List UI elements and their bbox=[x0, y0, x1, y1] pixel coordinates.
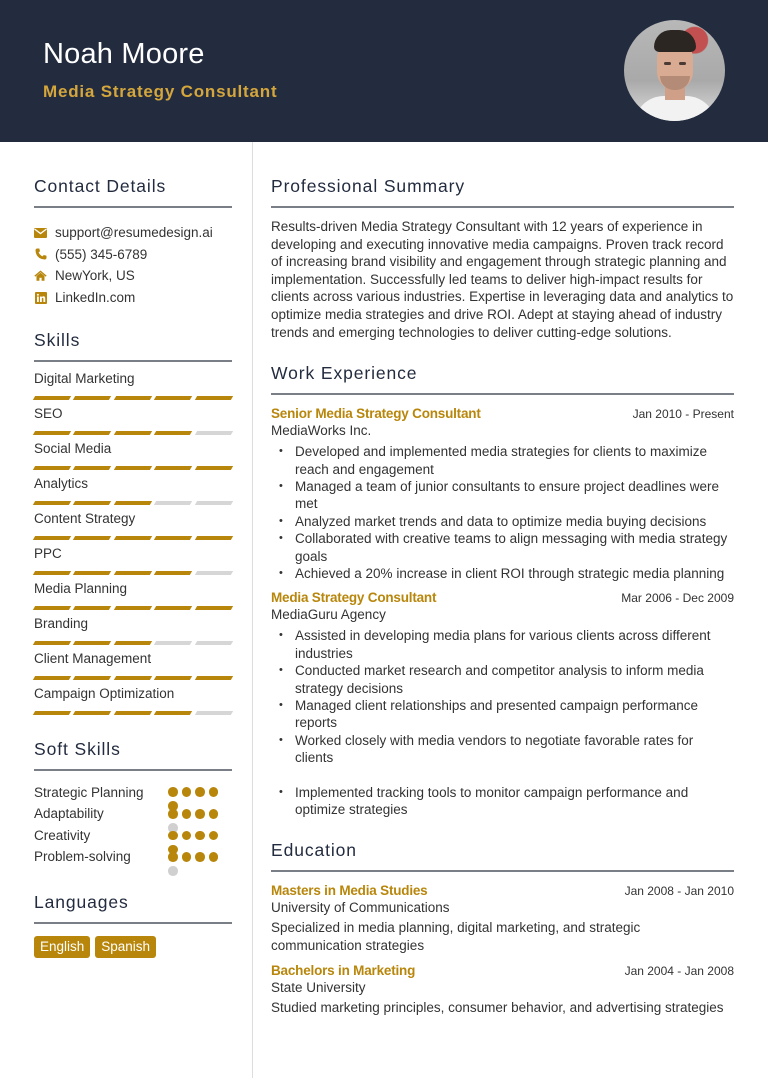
contact-email-text: support@resumedesign.ai bbox=[55, 225, 213, 241]
contact-phone-text: (555) 345-6789 bbox=[55, 246, 148, 262]
skill-bar-segment bbox=[33, 536, 72, 540]
skill-label: Digital Marketing bbox=[34, 371, 135, 387]
job-dates: Jan 2010 - Present bbox=[632, 407, 734, 422]
skill-label: Branding bbox=[34, 616, 89, 632]
soft-skill-rating bbox=[168, 787, 218, 797]
rating-dot bbox=[209, 831, 219, 841]
rating-dot bbox=[195, 852, 205, 862]
soft-skill-item bbox=[34, 781, 232, 803]
rating-dot bbox=[182, 831, 192, 841]
soft-skills-section bbox=[34, 739, 232, 867]
skill-bar-segment bbox=[114, 501, 153, 505]
skill-item bbox=[34, 405, 232, 435]
skill-label: Media Planning bbox=[34, 581, 128, 597]
linkedin-icon bbox=[34, 291, 47, 304]
skill-bar-segment bbox=[114, 536, 153, 540]
skill-bar-segment bbox=[154, 501, 193, 505]
experience-section bbox=[271, 363, 734, 818]
rating-dot bbox=[168, 831, 178, 841]
skill-item bbox=[34, 580, 232, 610]
skill-bar-segment bbox=[114, 606, 153, 610]
skill-bar-segment bbox=[154, 571, 193, 575]
rating-dot bbox=[209, 852, 219, 862]
skill-bar-segment bbox=[194, 571, 233, 575]
skill-bar-segment bbox=[33, 501, 72, 505]
skill-bar-segment bbox=[114, 396, 153, 400]
skill-item bbox=[34, 685, 232, 715]
skill-bar-segment bbox=[114, 676, 153, 680]
skill-level-bar bbox=[34, 571, 232, 575]
job-company: MediaWorks Inc. bbox=[271, 423, 372, 439]
skill-label: Analytics bbox=[34, 476, 89, 492]
section-title-soft-skills: Soft Skills bbox=[34, 739, 232, 771]
education-dates: Jan 2008 - Jan 2010 bbox=[624, 884, 734, 899]
languages-section bbox=[34, 892, 232, 958]
skill-bar-segment bbox=[73, 641, 112, 645]
skill-level-bar bbox=[34, 431, 232, 435]
education-entry bbox=[271, 963, 734, 1017]
skill-bar-segment bbox=[194, 641, 233, 645]
skill-item bbox=[34, 650, 232, 680]
skill-bar-segment bbox=[194, 711, 233, 715]
skill-level-bar bbox=[34, 501, 232, 505]
skills-section bbox=[34, 330, 232, 715]
skill-bar-segment bbox=[33, 711, 72, 715]
skill-bar-segment bbox=[73, 501, 112, 505]
education-description: Studied marketing principles, consumer behavior, and advertising strategies bbox=[271, 999, 724, 1015]
home-icon bbox=[34, 269, 47, 282]
job-title: Senior Media Strategy Consultant bbox=[271, 406, 481, 422]
soft-skill-rating bbox=[168, 831, 218, 841]
job-title: Media Strategy Consultant bbox=[271, 590, 437, 606]
rating-dot bbox=[195, 831, 205, 841]
degree-title: Bachelors in Marketing bbox=[271, 962, 416, 978]
language-badge-spanish: Spanish bbox=[95, 936, 156, 958]
skill-item bbox=[34, 615, 232, 645]
language-badge-english: English bbox=[34, 936, 90, 958]
rating-dot bbox=[168, 809, 178, 819]
job-dates: Mar 2006 - Dec 2009 bbox=[621, 591, 734, 606]
education-entry bbox=[271, 883, 734, 954]
skill-bar-segment bbox=[33, 676, 72, 680]
skill-bar-segment bbox=[154, 606, 193, 610]
skill-level-bar bbox=[34, 536, 232, 540]
skill-bar-segment bbox=[194, 466, 233, 470]
skill-bar-segment bbox=[114, 641, 153, 645]
section-title-education: Education bbox=[271, 840, 734, 872]
rating-dot bbox=[209, 809, 219, 819]
rating-dot bbox=[182, 787, 192, 797]
skill-bar-segment bbox=[73, 571, 112, 575]
skill-level-bar bbox=[34, 676, 232, 680]
skill-bar-segment bbox=[114, 466, 153, 470]
skill-item bbox=[34, 475, 232, 505]
skill-bar-segment bbox=[33, 396, 72, 400]
job-entry bbox=[271, 590, 734, 818]
rating-dot bbox=[195, 787, 205, 797]
resume-header bbox=[0, 0, 768, 142]
section-title-skills: Skills bbox=[34, 330, 232, 362]
contact-linkedin[interactable] bbox=[34, 287, 232, 309]
skill-bar-segment bbox=[73, 711, 112, 715]
rating-dot bbox=[182, 809, 192, 819]
sidebar bbox=[34, 142, 232, 958]
skill-level-bar bbox=[34, 466, 232, 470]
degree-title: Masters in Media Studies bbox=[271, 883, 428, 899]
bullet-item: • Implemented tracking tools to monitor campaign performance and optimize strategies bbox=[279, 784, 734, 819]
rating-dot bbox=[195, 809, 205, 819]
bullet-item: • Managed a team of junior consultants to ensure project deadlines were met bbox=[279, 478, 734, 513]
soft-skill-label: Strategic Planning bbox=[34, 784, 144, 800]
skill-bar-segment bbox=[73, 606, 112, 610]
contact-email[interactable] bbox=[34, 222, 232, 244]
skill-label: Content Strategy bbox=[34, 511, 136, 527]
skill-bar-segment bbox=[154, 676, 193, 680]
skill-level-bar bbox=[34, 606, 232, 610]
main-content bbox=[271, 142, 734, 1016]
contact-section bbox=[34, 176, 232, 308]
skill-bar-segment bbox=[73, 466, 112, 470]
rating-dot bbox=[168, 787, 178, 797]
skill-level-bar bbox=[34, 396, 232, 400]
skill-bar-segment bbox=[33, 466, 72, 470]
envelope-icon bbox=[34, 226, 47, 239]
skill-label: Client Management bbox=[34, 651, 152, 667]
skill-bar-segment bbox=[154, 396, 193, 400]
skill-bar-segment bbox=[154, 536, 193, 540]
summary-text: Results-driven Media Strategy Consultant with 12 years of experience in developing and executing innovative media campaigns. Proven track record of increasing brand visibility and engagement through strategic planning and implementation. Successfully led teams to deliver high-impact results for clients across various industries. Expertise in leveraging data and analytics to optimize media strategies and drive ROI. Adept at staying ahead of industry trends and emerging technologies to deliver cutting-edge solutions. bbox=[271, 219, 734, 340]
skill-bar-segment bbox=[73, 431, 112, 435]
skill-label: SEO bbox=[34, 406, 63, 422]
skill-level-bar bbox=[34, 641, 232, 645]
column-divider bbox=[252, 142, 253, 1078]
candidate-name: Noah Moore bbox=[43, 38, 205, 70]
skill-label: Campaign Optimization bbox=[34, 686, 175, 702]
bullet-item: • Collaborated with creative teams to align messaging with media strategy goals bbox=[279, 530, 734, 565]
job-bullets bbox=[271, 443, 734, 582]
skill-item bbox=[34, 545, 232, 575]
rating-dot bbox=[168, 866, 178, 876]
skill-bar-segment bbox=[114, 571, 153, 575]
skill-bar-segment bbox=[194, 676, 233, 680]
bullet-item: • Worked closely with media vendors to negotiate favorable rates for clients bbox=[279, 732, 734, 767]
job-bullets bbox=[271, 627, 734, 818]
contact-phone[interactable] bbox=[34, 244, 232, 266]
skill-label: Social Media bbox=[34, 441, 112, 457]
rating-dot bbox=[168, 852, 178, 862]
education-description: Specialized in media planning, digital marketing, and strategic communication strategies bbox=[271, 920, 641, 954]
skill-bar-segment bbox=[73, 396, 112, 400]
avatar bbox=[624, 20, 725, 121]
section-title-experience: Work Experience bbox=[271, 363, 734, 395]
contact-linkedin-text: LinkedIn.com bbox=[55, 290, 136, 306]
section-title-languages: Languages bbox=[34, 892, 232, 924]
section-title-summary: Professional Summary bbox=[271, 176, 734, 208]
rating-dot bbox=[182, 852, 192, 862]
skill-bar-segment bbox=[154, 431, 193, 435]
skill-item bbox=[34, 440, 232, 470]
soft-skill-label: Problem-solving bbox=[34, 849, 131, 865]
soft-skill-label: Adaptability bbox=[34, 806, 104, 822]
skill-bar-segment bbox=[154, 641, 193, 645]
soft-skill-item bbox=[34, 846, 232, 868]
skill-level-bar bbox=[34, 711, 232, 715]
skill-bar-segment bbox=[114, 711, 153, 715]
skill-bar-segment bbox=[33, 641, 72, 645]
soft-skill-rating bbox=[168, 809, 218, 819]
skill-bar-segment bbox=[73, 536, 112, 540]
soft-skill-label: Creativity bbox=[34, 827, 91, 843]
rating-dot bbox=[209, 787, 219, 797]
education-dates: Jan 2004 - Jan 2008 bbox=[624, 963, 734, 978]
skill-item bbox=[34, 510, 232, 540]
skill-item bbox=[34, 370, 232, 400]
bullet-item: • Assisted in developing media plans for various clients across different industries bbox=[279, 627, 734, 662]
soft-skill-item bbox=[34, 803, 232, 825]
job-entry bbox=[271, 406, 734, 582]
skill-bar-segment bbox=[194, 431, 233, 435]
bullet-item: • Developed and implemented media strategies for clients to maximize reach and engagement bbox=[279, 443, 734, 478]
skill-bar-segment bbox=[194, 536, 233, 540]
skill-label: PPC bbox=[34, 546, 62, 562]
bullet-item: • Conducted market research and competitor analysis to inform media strategy decisions bbox=[279, 662, 734, 697]
soft-skill-rating bbox=[168, 852, 218, 862]
education-section bbox=[271, 840, 734, 1016]
skill-bar-segment bbox=[73, 676, 112, 680]
candidate-title: Media Strategy Consultant bbox=[43, 82, 278, 101]
soft-skill-item bbox=[34, 825, 232, 847]
skill-bar-segment bbox=[33, 431, 72, 435]
bullet-item: • Achieved a 20% increase in client ROI through strategic media planning bbox=[279, 565, 734, 582]
phone-icon bbox=[34, 248, 47, 261]
contact-location bbox=[34, 265, 232, 287]
skill-bar-segment bbox=[194, 606, 233, 610]
section-title-contact: Contact Details bbox=[34, 176, 232, 208]
contact-location-text: NewYork, US bbox=[55, 268, 135, 284]
school-name: State University bbox=[271, 979, 366, 995]
skill-bar-segment bbox=[114, 431, 153, 435]
job-company: MediaGuru Agency bbox=[271, 607, 386, 623]
skill-bar-segment bbox=[194, 396, 233, 400]
summary-section bbox=[271, 176, 734, 341]
skill-bar-segment bbox=[154, 466, 193, 470]
skill-bar-segment bbox=[154, 711, 193, 715]
skill-bar-segment bbox=[33, 571, 72, 575]
bullet-item: • Managed client relationships and presented campaign performance reports bbox=[279, 697, 734, 732]
school-name: University of Communications bbox=[271, 900, 450, 916]
bullet-item: • Analyzed market trends and data to optimize media buying decisions bbox=[279, 513, 734, 530]
skill-bar-segment bbox=[33, 606, 72, 610]
skill-bar-segment bbox=[194, 501, 233, 505]
